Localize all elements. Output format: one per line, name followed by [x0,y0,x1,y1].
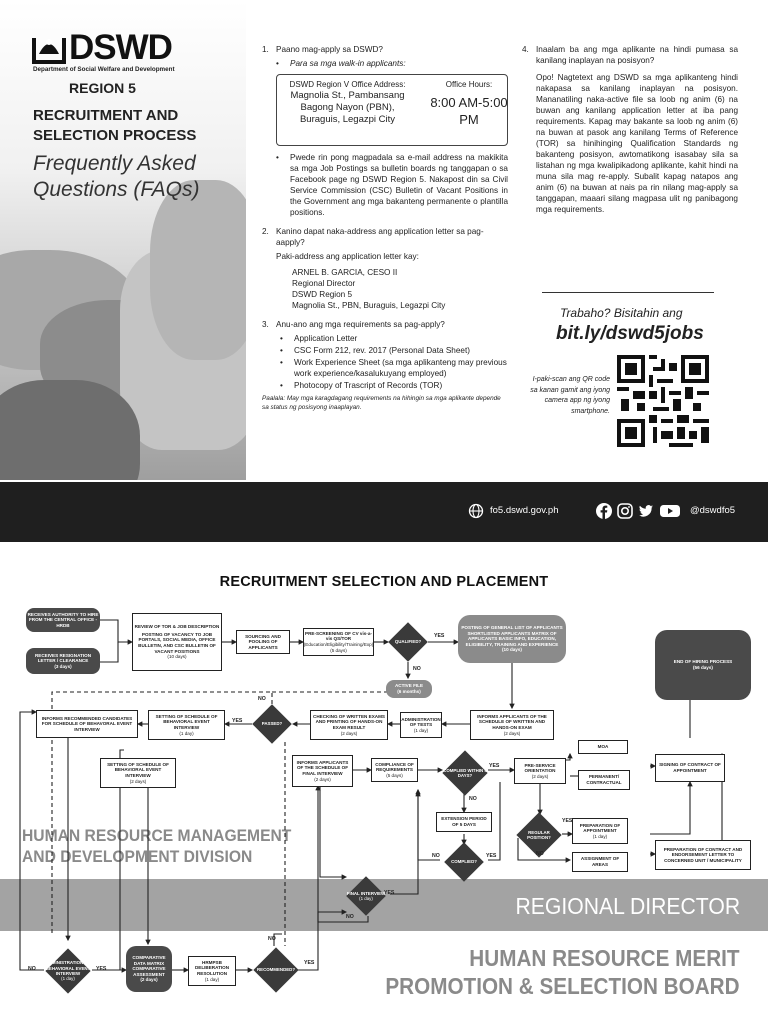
faq-heading [33,151,199,203]
question-2-text: Kanino dapat naka-address ang application letter sa pag-aapply? [276,227,484,247]
faq-column-2 [522,44,738,215]
regular-no-label: NO [536,851,544,857]
active-file-node: ACTIVE FILE (6 months) [386,680,432,698]
question-3: 3. Anu-ano ang mga requirements sa pag-apply? [262,320,445,329]
end-hiring-node: END OF HIRING PROCESS (56 days) [655,630,751,700]
faq-line-2: Questions (FAQs) [33,178,200,201]
faq-column-1 [262,44,508,412]
qr-code-icon[interactable] [617,355,709,447]
dswd-emblem-icon [32,32,66,64]
bei-yes-label: YES [96,966,107,972]
comparative-node: COMPARATIVE DATA MATRIX COMPARATIVE ASSESSMENT (2 days) [126,946,172,992]
recommended-yes-label: YES [304,960,315,966]
trabaho-text: Trabaho? Bisitahin ang [560,306,683,320]
email-bullet: • Pwede rin pong magpadala sa e-mail address na makikita sa mga Job Postings sa bulletin boards ng tanggapan o sa Facebook page ng DSWD Region 5. Nakapost din sa Civil Service Commission (CSC) Bulletin of Vacant Positions in the Government ang mga bakanteng permanente o plantilla positions. [276,153,508,217]
flowchart [0,542,768,1024]
informs-final-node: INFORMS APPLICANTS OF THE SCHEDULE OF FINAL INTERVIEW (2 days) [292,755,353,787]
office-info-box [276,74,508,146]
recommended-no-label: NO [268,936,276,942]
office-hours: 8:00 AM-5:00 PM [430,95,508,127]
requirement-item: • CSC Form 212, rev. 2017 (Personal Data Sheet) [280,346,470,355]
requirements-note: Paalala: May mga karagdagang requirements na hihingin sa mga aplikante depende sa status ng posisyong inaaplayan. [262,395,501,411]
moa-node: MOA [578,740,628,754]
hrmpsb-deliberation-node: HRMPSB DELIBERATION RESOLUTION (1 day) [188,956,236,986]
twitter-icon[interactable] [638,503,654,519]
qualified-no-label: NO [413,666,421,672]
complied-decision: COMPLIED? [442,842,486,882]
requirement-item: • Photocopy of Trascript of Records (TOR) [280,381,443,390]
prescreening-node: PRE-SCREENING OF CV vis-a-vis QS/TOR (Education/Eligibility/Training/Exp) (5 days) [303,628,374,656]
permanent-node: PERMANENT/ CONTRACTUAL [578,770,630,790]
assignment-node: ASSIGNMENT OF AREAS [572,852,628,872]
regular-yes-label: YES [562,818,573,824]
setting-bei-node: SETTING OF SCHEDULE OF BEHAVIORAL EVENT INTERVIEW (1 day) [148,710,225,740]
admin-bei-decision: ADMINISTRATION OF BEHAVIORAL EVENT INTERVIEW (1 day) [44,948,92,994]
receive-resignation-node: RECEIVES RESIGNATION LETTER / CLEARANCE (3 days) [26,648,100,674]
admin-tests-node: ADMINISTRATION OF TESTS (1 day) [400,712,442,738]
question-2: 2. Kanino dapat naka-address ang application letter sa pag-aapply? [262,226,508,248]
bei-no-label: NO [28,966,36,972]
passed-no-label: NO [258,696,266,702]
complied2-no-label: NO [432,853,440,859]
website-link[interactable]: fo5.dswd.gov.ph [490,505,559,516]
informs-exam-node: INFORMS APPLICANTS OF THE SCHEDULE OF WRITTEN AND HANDS-ON EXAM (2 days) [470,710,554,740]
answer-4: Opo! Nagtetext ang DSWD sa mga aplikanteng hindi nakapasa sa kanilang inaplayan na posisyon. Mananatiling naka-active file sa loob ng anim (6) na buwan ang kanilang application letter at iba pang requirements. Kapag may bakante sa loob ng anim (6) na buwan at pasok ang kanilang Terms of Reference (TOR) sa hinihinging Qualification Standards ng bakanteng posisyon, awtomatikong isasabay sila sa listahan ng mga kwalipikadong aplikante, kahit hindi na muna sila mag re-apply. Subalit kapag natapos ang anim (6) na buwan at nais pa rin nilang mag-apply sa tanggapan, maaari silang magpasa ulit ng panibagong mga requirements. [536,73,738,214]
final-interview-decision: FINAL INTERVIEW (1 day) [344,876,388,916]
region-label: REGION 5 [69,80,136,96]
requirement-item: • Work Experience Sheet (sa mga aplikanteng may previous work experience/kasalukuyang employed) [280,358,507,378]
final-yes-label: YES [384,890,395,896]
complied-5-days-decision: COMPLIED WITHIN 5 DAYS? [442,750,488,796]
complied-no-label: NO [469,796,477,802]
jobs-link[interactable]: bit.ly/dswd5jobs [556,323,704,344]
q2-intro: Paki-address ang application letter kay: [276,252,419,261]
regular-position-decision: REGULAR POSITION? [516,812,562,858]
youtube-icon[interactable] [660,503,680,519]
question-1: 1. Paano mag-apply sa DSWD? [262,45,383,54]
logo-text: DSWD [69,28,172,67]
globe-icon [468,503,484,519]
recommended-decision: RECOMMENDED? [252,946,300,994]
question-4: 4. Inaalam ba ang mga aplikante na hindi pumasa sa kanilang inaplayan na posisyon? [522,45,738,65]
walk-in-bullet: • Para sa mga walk-in applicants: [276,59,406,68]
brochure-title [33,106,196,146]
final-no-label: NO [346,914,354,920]
pre-service-node: PRE-SERVICE ORIENTATION (2 days) [514,758,566,784]
title-line-1: RECRUITMENT AND [33,107,179,124]
office-hours-block: Office Hours: 8:00 AM-5:00 PM [430,80,508,127]
prep-contract-node: PREPARATION OF CONTRACT AND ENDORSEMENT LETTER TO CONCERNED UNIT / MUNICIPALITY [655,840,751,870]
facebook-icon[interactable] [596,503,612,519]
checking-exams-node: CHECKING OF WRITTEN EXAMS AND PRINTING OF HANDS-ON EXAM RESULT (2 days) [310,710,388,740]
divider [542,292,714,293]
faq-line-1: Frequently Asked [33,152,196,175]
flowchart-title: RECRUITMENT SELECTION AND PLACEMENT [219,574,549,590]
question-4-text: Inaalam ba ang mga aplikante na hindi pumasa sa kanilang inaplayan na posisyon? [536,45,738,65]
lane-regional-director: REGIONAL DIRECTOR [515,893,740,919]
sourcing-node: SOURCING AND POOLING OF APPLICANTS [236,630,290,654]
lane-hrmdd: HUMAN RESOURCE MANAGEMENT AND DEVELOPMENT DIVISION [22,826,292,866]
receive-authority-node: RECEIVES AUTHORITY TO HIRE FROM THE CENTRAL OFFICE - HRDB [26,608,100,632]
compliance-node: COMPLIANCE OF REQUIREMENTS (5 days) [371,758,418,782]
addressee-block: ARNEL B. GARCIA, CESO II Regional Director DSWD Region 5 Magnolia St., PBN, Buraguis, Legazpi City [292,268,446,310]
instagram-icon[interactable] [617,503,633,519]
qualified-yes-label: YES [434,633,445,639]
posting-general-list-node: POSTING OF GENERAL LIST OF APPLICANTS SHORTLISTED APPLICANTS MATRIX OF APPLICANTS BASIC INFO, EDUCATION, ELIGIBILITY, TRAINING AND EXPERIENCE (10 days) [458,615,566,663]
informs-recommended-node: INFORMS RECOMMENDED CANDIDATES FOR SCHEDULE OF BEHAVORAL EVENT INTERVIEW [36,710,138,738]
extension-node: EXTENSION PERIOD OF 5 DAYS [436,812,492,832]
brochure-panel [0,0,768,480]
qualified-decision: QUALIFIED? [388,622,428,662]
requirement-item: • Application Letter [280,334,358,343]
review-tor-node: REVIEW OF TOR & JOB DESCRIPTION POSTING OF VACANCY TO JOB PORTALS, SOCIAL MEDIA, OFFICE BULLETIN, AND CSC BULLETIN OF VACANT POSITIONS (10 days) [132,613,222,671]
qr-instructions: I-paki-scan ang QR code sa kanan gamit ang iyong camera app ng iyong smartphone. [530,376,610,415]
complied-yes-label: YES [489,763,500,769]
dswd-logo [32,28,172,67]
complied2-yes-label: YES [486,853,497,859]
question-3-text: Anu-ano ang mga requirements sa pag-apply? [276,320,445,329]
lane-hrmpsb: HUMAN RESOURCE MERIT PROMOTION & SELECTION BOARD [385,945,740,999]
passed-decision: PASSED? [252,704,292,744]
setting-bei-2-node: SETTING OF SCHEDULE OF BEHAVIORAL EVENT INTERVIEW (2 days) [100,758,176,788]
signing-node: SIGNING OF CONTRACT OF APPOINTMENT [655,754,725,782]
question-1-text: Paano mag-apply sa DSWD? [276,45,383,54]
title-line-2: SELECTION PROCESS [33,127,197,144]
social-handle[interactable]: @dswdfo5 [690,505,736,516]
logo-subtitle: Department of Social Welfare and Development [33,66,175,73]
office-address: DSWD Region V Office Address: Magnolia St., Pambansang Bagong Nayon (PBN), Buraguis, Legazpi City [289,80,406,125]
prep-appointment-node: PREPARATION OF APPOINTMENT (1 day) [572,818,628,844]
passed-yes-label: YES [232,718,243,724]
